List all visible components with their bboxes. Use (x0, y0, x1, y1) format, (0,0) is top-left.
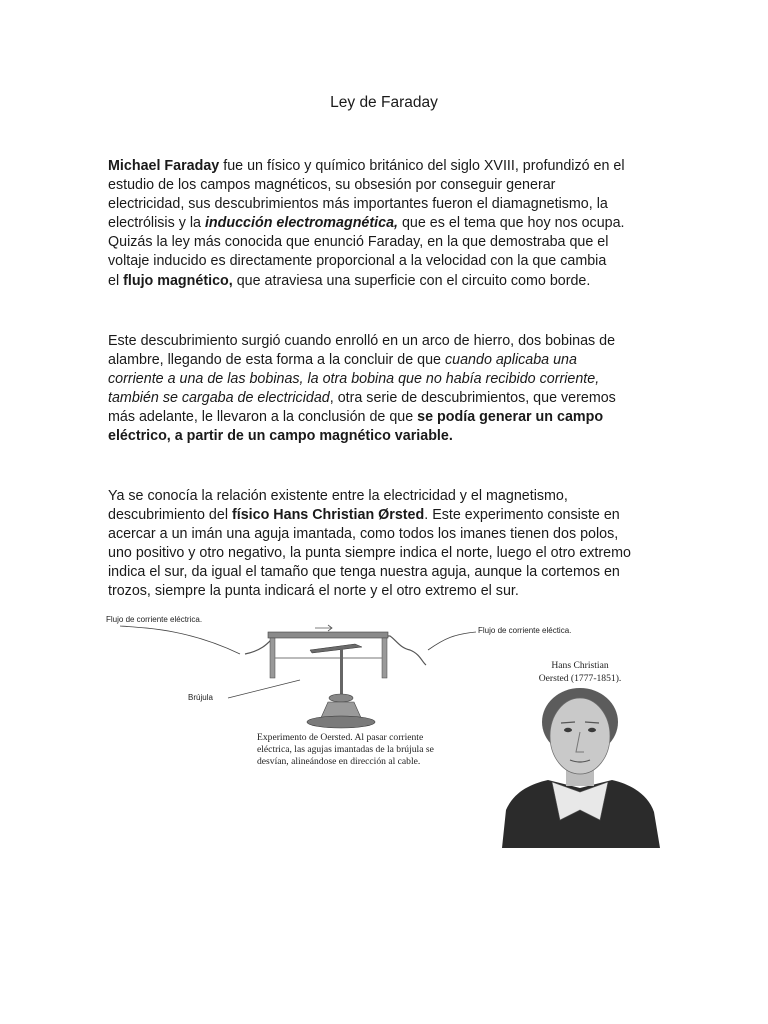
bold-italic-text: inducción electromagnética, (204, 215, 398, 232)
bold-text: eléctrico, a partir de un campo magnético variable. (108, 428, 453, 445)
oersted-experiment-figure (100, 610, 572, 840)
frame-top-bar (268, 632, 388, 638)
portrait-coat (502, 780, 660, 848)
figure-caption-line3: desvían, alineándose en dirección al cable. (257, 756, 421, 767)
italic-text: cuando aplicaba una (444, 352, 577, 369)
document-title: Ley de Faraday (330, 94, 438, 111)
oersted-apparatus-illustration (100, 610, 572, 840)
paragraph-discovery: Este descubrimiento surgió cuando enrolló en un arco de hierro, dos bobinas de alambre, llegando de esta forma a la concluir de que cuando aplicaba una corriente a una de las bobinas, la otra bobina que no había recibido corriente, también se cargaba de electricidad, otra serie de descubrimientos, que veremos más adelante, le llevaron a la conclusión de que se podía generar un campo eléctrico, a partir de un campo magnético variable. (108, 332, 668, 447)
portrait-eye-right (588, 728, 596, 732)
frame-left-post (270, 638, 275, 678)
italic-text: corriente a una de las bobinas, la otra bobina que no había recibido corriente, (108, 371, 600, 388)
figure-caption-line1: Experimento de Oersted. Al pasar corriente (257, 732, 424, 743)
figure-caption-line2: eléctrica, las agujas imantadas de la brújula se (257, 744, 434, 755)
arrow-icon (315, 625, 332, 631)
bold-text: Michael Faraday (108, 158, 220, 174)
label-current-right: Flujo de corriente eléctica. (478, 626, 572, 635)
italic-text: también se cargaba de electricidad (108, 390, 330, 407)
stand-base (307, 716, 375, 728)
paragraph-oersted: Ya se conocía la relación existente entre la electricidad y el magnetismo, descubrimiento del físico Hans Christian Ørsted. Este experimento consiste en acercar a un imán una aguja imantada, como todos los imanes tienen dos polos, uno positivo y otro negativo, la punta siempre indica el norte, luego el otro extremo indica el sur, da igual el tamaño que tenga nuestra aguja, aunque la cortemos en trozos, siempre la punta indicará el norte y el otro extremo el sur. (108, 488, 631, 600)
label-current-left: Flujo de corriente eléctrica. (106, 615, 203, 624)
portrait-eye-left (564, 728, 572, 732)
leader-line-right (428, 632, 476, 650)
portrait-caption-line1: Hans Christian (551, 660, 609, 671)
bold-text: se podía generar un campo (417, 409, 604, 426)
bold-text: físico Hans Christian Ørsted (231, 507, 425, 524)
compass-needle (310, 644, 362, 653)
portrait-illustration (500, 660, 660, 848)
paragraph-faraday-intro: Michael Faraday fue un físico y químico británico del siglo XVIII, profundizó en el estudio de los campos magnéticos, su obsesión por conseguir generar electricidad, sus descubrimientos más importantes fueron el diamagnetismo, la electrólisis y la inducción electromagnética, que es el tema que hoy nos ocupa. Quizás la ley más conocida que enunció Faraday, en la que demostraba que el voltaje inducido es directamente proporcional a la velocidad con la que cambia el flujo magnético, que atraviesa una superficie con el circuito como borde. (108, 158, 625, 289)
bold-text: flujo magnético, (123, 272, 233, 289)
stand-pole (340, 648, 343, 696)
stand-collar (329, 694, 353, 702)
portrait-caption-line2: Oersted (1777-1851). (538, 673, 622, 684)
frame-right-post (382, 638, 387, 678)
leader-line-left (120, 626, 240, 654)
label-compass: Brújula (188, 693, 213, 702)
oersted-portrait (500, 660, 660, 848)
leader-line-compass (228, 680, 300, 698)
